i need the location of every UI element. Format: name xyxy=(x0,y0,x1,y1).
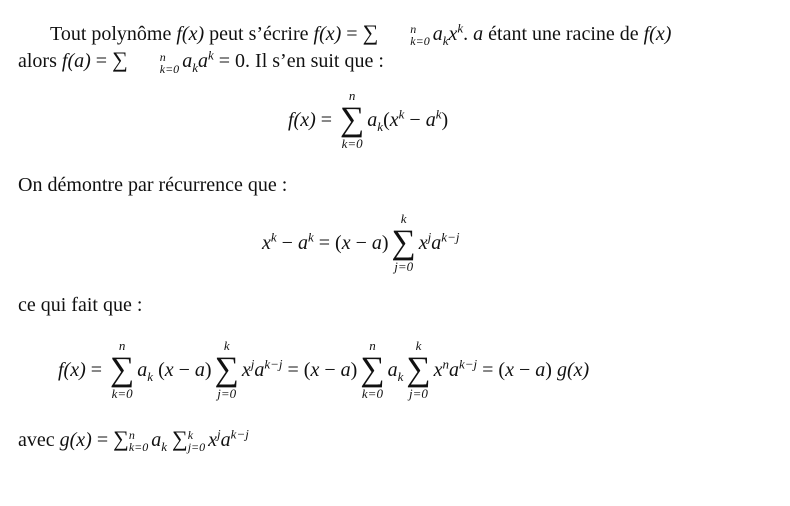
paragraph-recurrence: On démontre par récurrence que : xyxy=(18,174,288,196)
math-fa-expansion: f(a) = ∑ n k=0 $a_ka^k = 0$ xyxy=(61,47,246,76)
paragraph-intro xyxy=(18,20,770,75)
avec-text: avec xyxy=(18,429,60,451)
equation-2: $x^k - a^k$ = ( x − a ) k ∑ j=0 $x^ja^{k-j}$ xyxy=(262,211,460,274)
sum-operator: n ∑ k=0 xyxy=(340,88,365,151)
math-fx: f(x) xyxy=(176,23,205,45)
intro-text-1: Tout polynôme xyxy=(50,23,177,45)
sum-operator: k ∑ j=0 xyxy=(214,338,239,401)
math-polynomial-expansion: f(x) = ∑ n k=0 $a_kx^k$ xyxy=(313,20,464,49)
paragraph-consequence: ce qui fait que : xyxy=(18,294,143,316)
sum-operator: n ∑ k=0 xyxy=(110,338,135,401)
intro-text-2: peut s’écrire xyxy=(204,23,314,45)
sum-operator: k ∑ j=0 xyxy=(391,211,416,274)
intro-text-5: alors xyxy=(18,50,62,73)
math-a: a xyxy=(473,23,484,45)
intro-text-6: . Il s’en suit que : xyxy=(245,50,384,73)
math-gx-definition: g(x) = ∑ n k=0 $a_k$ ∑ k j=0 $x^ja^{k-j}$ xyxy=(59,426,249,455)
equation-1: f(x) = n ∑ k=0 $a_k(x^k - a^k)$ xyxy=(288,88,449,151)
sum-operator: k ∑ j=0 xyxy=(406,338,431,401)
paragraph-definition xyxy=(18,426,770,453)
intro-text-4: étant une racine de xyxy=(483,23,644,45)
equation-3: f(x) = n ∑ k=0 $a_k$ (x − a) k ∑ j=0 $x^ja^{k-j}$ = ( x − a ) n ∑ k=0 $a_k$ k ∑ j=0 $x^na^{k-j}$ = ( x − a ) g(x) xyxy=(58,338,590,401)
intro-text-3: . xyxy=(463,23,474,45)
math-fx-2: f(x) xyxy=(643,23,672,45)
sum-operator: n ∑ k=0 xyxy=(360,338,385,401)
